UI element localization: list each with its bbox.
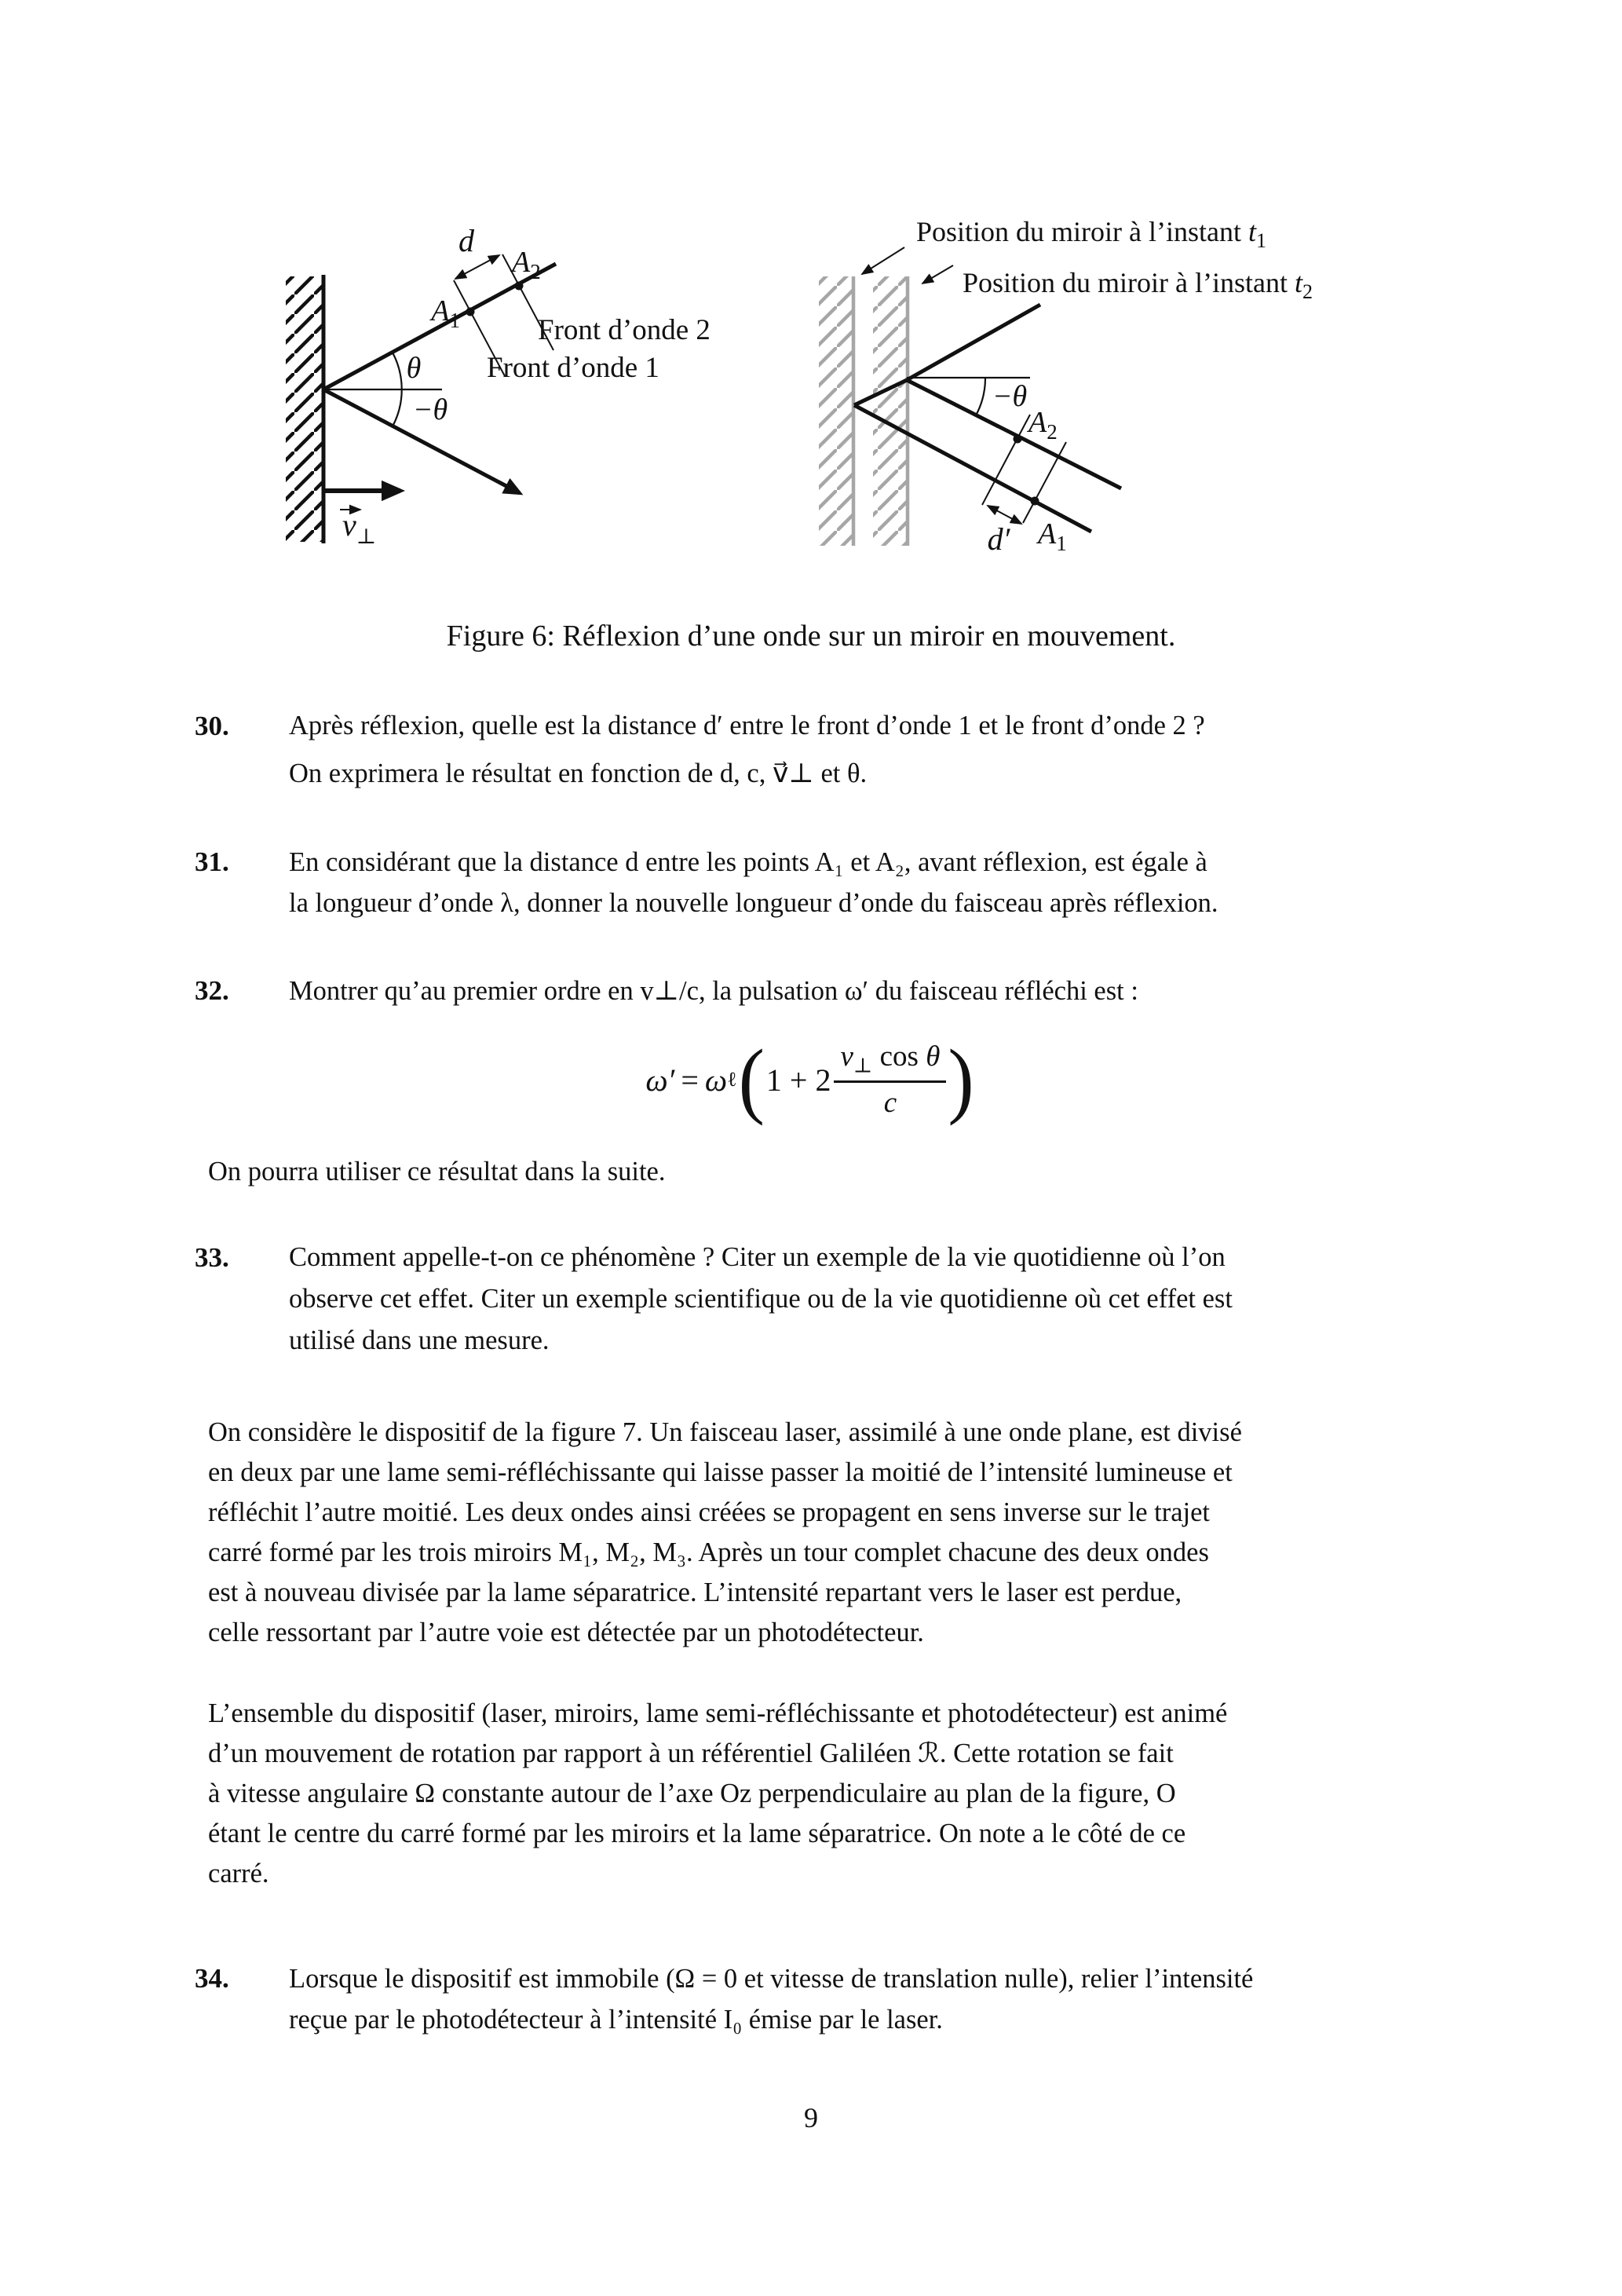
- close-paren: ): [948, 1032, 974, 1127]
- question-text-line: observe cet effet. Citer un exemple scientifique ou de la vie quotidienne où cet effet est: [289, 1284, 1233, 1314]
- pointer-arrow-t1: [862, 247, 904, 274]
- label-front-onde-2: Front d’onde 2: [538, 314, 711, 346]
- incident-ray: [907, 305, 1040, 380]
- label-theta: θ: [406, 352, 422, 385]
- label-position-miroir-t2: Position du miroir à l’instant $t_2$: [963, 267, 1313, 303]
- question-text-line: On exprimera le résultat en fonction de d, c, v⃗⊥ et θ.: [289, 759, 868, 788]
- question-text-line: Comment appelle-t-on ce phénomène ? Citer un exemple de la vie quotidienne où l’on: [289, 1242, 1226, 1272]
- eq-pre: 1 + 2: [765, 1062, 831, 1098]
- pointer-arrow-t2: [922, 265, 953, 283]
- question-text-line: la longueur d’onde λ, donner la nouvelle longueur d’onde du faisceau après réflexion.: [289, 888, 1218, 918]
- eq-omega: ω: [704, 1062, 728, 1098]
- paragraph-line: réfléchit l’autre moitié. Les deux ondes ainsi créées se propagent en sens inverse sur le trajet: [208, 1497, 1211, 1527]
- question-32: [0, 971, 1445, 1011]
- question-number: 34.: [195, 1963, 229, 1994]
- question-34: [0, 1958, 1445, 2040]
- question-text-line: reçue par le photodétecteur à l’intensité I₀ émise par le laser.: [289, 2005, 943, 2035]
- eq-fraction: [834, 1040, 946, 1120]
- mirror-t1-hatching: [819, 276, 853, 546]
- question-30: [0, 702, 1445, 798]
- question-31: [0, 842, 1445, 923]
- wavefront-1-tick: [1023, 442, 1066, 523]
- point-A2: [1014, 435, 1022, 444]
- eq-equals: =: [681, 1062, 699, 1098]
- eq-denominator: c: [883, 1087, 897, 1120]
- label-A2: $A_2$: [512, 246, 541, 283]
- label-A1: $A_1$: [431, 294, 460, 332]
- note-after-equation: [208, 1151, 1433, 1192]
- question-text-line: En considérant que la distance d entre les points A₁ et A₂, avant réflexion, est égale à: [289, 847, 1207, 877]
- figure-6-diagram: [0, 0, 1622, 612]
- paragraph-line: L’ensemble du dispositif (laser, miroirs, lame semi-réfléchissante et photodétecteur) est animé: [208, 1698, 1228, 1728]
- label-v-perp: $v_\perp$: [342, 507, 377, 548]
- label-front-onde-1: Front d’onde 1: [487, 352, 659, 384]
- paragraph-line: celle ressortant par l’autre voie est détectée par un photodétecteur.: [208, 1618, 924, 1647]
- paragraph-line: d’un mouvement de rotation par rapport à un référentiel Galiléen ℛ. Cette rotation se fait: [208, 1738, 1174, 1768]
- note-line: On pourra utiliser ce résultat dans la suite.: [208, 1157, 666, 1186]
- equation-omega-prime: [208, 1021, 1413, 1139]
- wall-hatching: [286, 276, 323, 542]
- paragraph-line: carré.: [208, 1859, 269, 1888]
- page-number: 9: [804, 2102, 818, 2133]
- label-position-miroir-t1: Position du miroir à l’instant $t_1$: [916, 216, 1266, 252]
- paragraph-line: à vitesse angulaire Ω constante autour de l’axe Oz perpendiculaire au plan de la figure, O: [208, 1779, 1176, 1808]
- question-text-line: Après réflexion, quelle est la distance d′ entre le front d’onde 1 et le front d’onde 2 ?: [289, 711, 1205, 740]
- question-text-line: Lorsque le dispositif est immobile (Ω = 0 et vitesse de translation nulle), relier l’intensité: [289, 1964, 1254, 1994]
- paragraph-dispositif: [208, 1413, 1433, 1653]
- question-number: 31.: [195, 846, 229, 877]
- point-A1: [1031, 497, 1039, 506]
- point-A2: [515, 282, 524, 291]
- eq-lhs: ω′: [645, 1062, 675, 1098]
- label-A2: $A_2$: [1028, 406, 1058, 444]
- point-A1: [466, 308, 475, 316]
- label-minus-theta: −θ: [992, 380, 1028, 413]
- question-number: 32.: [195, 975, 229, 1006]
- question-number: 30.: [195, 711, 229, 741]
- left-diagram: [286, 223, 711, 548]
- eq-omega-sub: ℓ: [727, 1068, 737, 1091]
- d-distance-arrow: [455, 255, 499, 279]
- eq-numerator: $v_\perp$ cos θ: [834, 1040, 946, 1083]
- label-minus-theta: −θ: [412, 393, 448, 426]
- right-diagram: [819, 216, 1313, 557]
- question-number: 33.: [195, 1242, 229, 1273]
- question-text-line: utilisé dans une mesure.: [289, 1325, 550, 1355]
- label-d: d: [458, 223, 474, 258]
- question-text-line: Montrer qu’au premier ordre en v⊥/c, la pulsation ω′ du faisceau réfléchi est :: [289, 976, 1138, 1006]
- paragraph-rotation: [208, 1694, 1433, 1894]
- label-d-prime: d′: [987, 521, 1010, 557]
- paragraph-line: est à nouveau divisée par la lame séparatrice. L’intensité repartant vers le laser est perdue,: [208, 1578, 1182, 1607]
- paragraph-line: en deux par une lame semi-réfléchissante qui laisse passer la moitié de l’intensité lumineuse et: [208, 1457, 1233, 1487]
- paragraph-line: carré formé par les trois miroirs M₁, M₂, M₃. Après un tour complet chacune des deux ondes: [208, 1537, 1209, 1567]
- open-paren: (: [738, 1032, 765, 1127]
- paragraph-line: On considère le dispositif de la figure 7. Un faisceau laser, assimilé à une onde plane, est divisé: [208, 1417, 1242, 1447]
- paragraph-line: étant le centre du carré formé par les miroirs et la lame séparatrice. On note a le côté de ce: [208, 1819, 1186, 1848]
- angle-arc: [976, 378, 985, 415]
- label-A1: $A_1$: [1038, 517, 1067, 555]
- question-33: [0, 1237, 1445, 1362]
- figure-caption: Figure 6: Réflexion d’une onde sur un miroir en mouvement.: [446, 620, 1176, 653]
- mirror-t2-hatching: [873, 276, 908, 546]
